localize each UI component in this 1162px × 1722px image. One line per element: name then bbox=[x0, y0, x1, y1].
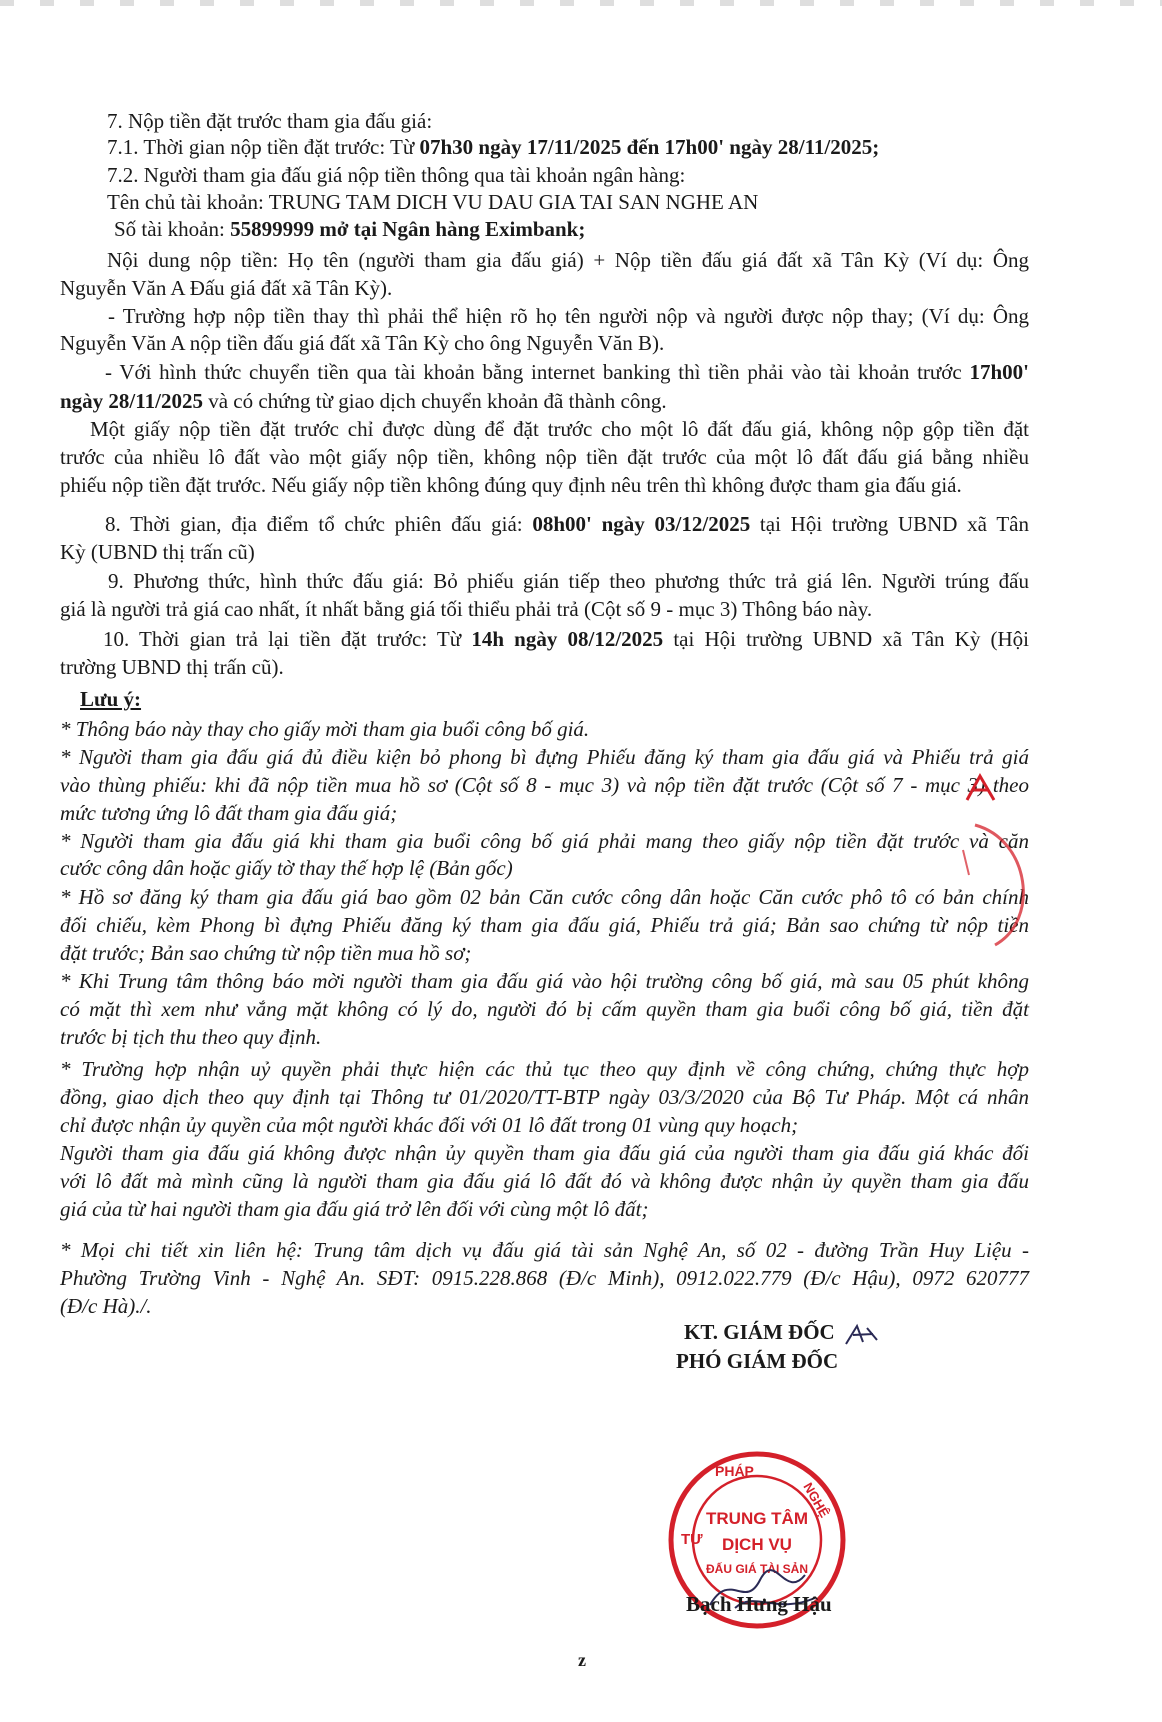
sec7-2: 7.2. Người tham gia đấu giá nộp tiền thông qua tài khoản ngân hàng: bbox=[107, 163, 686, 187]
note-5-line3: trước bị tịch thu theo quy định. bbox=[60, 1025, 322, 1049]
note-6-line2: đồng, giao dịch theo quy định tại Thông tư 01/2020/TT-BTP ngày 03/3/2020 của Bộ Tư Pháp. Một cá nhân bbox=[60, 1085, 1029, 1109]
note-4-line3: đặt trước; Bản sao chứng từ nộp tiền mua hồ sơ; bbox=[60, 941, 472, 965]
proxy-line2: Nguyễn Văn A nộp tiền đấu giá đất xã Tân Kỳ cho ông Nguyễn Văn B). bbox=[60, 331, 665, 355]
seal-text-3: ĐẤU GIÁ TÀI SẢN bbox=[706, 1562, 808, 1576]
sec8-line1: 8. Thời gian, địa điểm tổ chức phiên đấu giá: 08h00' ngày 03/12/2025 tại Hội trường UBND xã Tân bbox=[105, 512, 1030, 536]
sec9-line2: giá là người trả giá cao nhất, ít nhất bằng giá tối thiểu phải trả (Cột số 9 - mục 3) Thông báo này. bbox=[60, 597, 873, 621]
signatory-name: Bạch Hưng Hậu bbox=[686, 1592, 832, 1616]
partial-seal-mark bbox=[935, 820, 1045, 950]
payment-content-line2: Nguyễn Văn A Đấu giá đất xã Tân Kỳ). bbox=[60, 276, 393, 300]
signature-flourish bbox=[843, 1322, 883, 1348]
note-3-line1: * Người tham gia đấu giá khi tham gia buổi công bố giá phải mang theo giấy nộp tiền đặt trước và căn bbox=[60, 829, 1029, 853]
seal-text-2: DỊCH VỤ bbox=[722, 1535, 792, 1554]
note-7-line1: Người tham gia đấu giá không được nhận ủy quyền tham gia đấu giá của người tham gia đấu giá khác đối bbox=[60, 1141, 1029, 1165]
sec7-1: 7.1. Thời gian nộp tiền đặt trước: Từ 07h30 ngày 17/11/2025 đến 17h00' ngày 28/11/2025; bbox=[107, 135, 880, 159]
sec10-line1: 10. Thời gian trả lại tiền đặt trước: Từ 14h ngày 08/12/2025 tại Hội trường UBND xã Tân Kỳ (Hội bbox=[103, 627, 1029, 651]
seal-ring-left: TƯ bbox=[681, 1531, 703, 1548]
seal-text-1: TRUNG TÂM bbox=[706, 1509, 808, 1528]
one-slip-line3: phiếu nộp tiền đặt trước. Nếu giấy nộp tiền không đúng quy định nêu trên thì không được tham gia đấu giá. bbox=[60, 473, 962, 497]
note-7-line3: giá của từ hai người tham gia đấu giá trở lên đối với cùng một lô đất; bbox=[60, 1197, 649, 1221]
page-mark: z bbox=[578, 1650, 586, 1670]
red-ink-mark bbox=[962, 770, 1002, 810]
account-holder: Tên chủ tài khoản: TRUNG TAM DICH VU DAU GIA TAI SAN NGHE AN bbox=[107, 190, 759, 214]
note-4-line1: * Hồ sơ đăng ký tham gia đấu giá bao gồm 02 bản Căn cước công dân hoặc Căn cước phô tô có bản chính bbox=[60, 885, 1029, 909]
payment-content-line1: Nội dung nộp tiền: Họ tên (người tham gia đấu giá) + Nộp tiền đấu giá đất xã Tân Kỳ (Ví dụ: Ông bbox=[107, 248, 1029, 272]
note-8-line1: * Mọi chi tiết xin liên hệ: Trung tâm dịch vụ đấu giá tài sản Nghệ An, số 02 - đường Trần Huy Liệu - bbox=[60, 1238, 1029, 1262]
account-number: Số tài khoản: 55899999 mở tại Ngân hàng Eximbank; bbox=[114, 217, 586, 241]
sec9-line1: 9. Phương thức, hình thức đấu giá: Bỏ phiếu gián tiếp theo phương thức trả giá lên. Người trúng đấu bbox=[108, 569, 1029, 593]
seal-ring-right: NGHỆ bbox=[800, 1480, 833, 1521]
note-5-line2: có mặt thì xem như vắng mặt không có lý do, người đó bị cấm quyền tham gia buổi công bố giá, tiền đặt bbox=[60, 997, 1029, 1021]
bank-line2: ngày 28/11/2025 và có chứng từ giao dịch chuyển khoản đã thành công. bbox=[60, 389, 667, 413]
scan-edge bbox=[0, 0, 1162, 6]
note-2-line3: mức tương ứng lô đất tham gia đấu giá; bbox=[60, 801, 398, 825]
note-8-line3: (Đ/c Hà)./. bbox=[60, 1294, 152, 1318]
note-5-line1: * Khi Trung tâm thông báo mời người tham gia đấu giá vào hội trường công bố giá, mà sau 05 phút không bbox=[60, 969, 1029, 993]
note-6-line1: * Trường hợp nhận uỷ quyền phải thực hiện các thủ tục theo quy định về công chứng, chứng thực hợp bbox=[60, 1057, 1029, 1081]
note-8-line2: Phường Trường Vinh - Nghệ An. SĐT: 0915.228.868 (Đ/c Minh), 0912.022.779 (Đ/c Hậu), 0972 620777 bbox=[60, 1266, 1029, 1290]
one-slip-line2: trước của nhiều lô đất vào một giấy nộp tiền, không nộp tiền đặt trước của một lô đất đấu giá bằng nhiều bbox=[60, 445, 1029, 469]
note-6-line3: chỉ được nhận ủy quyền của một người khác đối với 01 lô đất trong 01 vùng quy hoạch; bbox=[60, 1113, 799, 1137]
sec7-title: 7. Nộp tiền đặt trước tham gia đấu giá: bbox=[107, 109, 433, 133]
note-2-line2: vào thùng phiếu: khi đã nộp tiền mua hồ sơ (Cột số 8 - mục 3) và nộp tiền đặt trước (Cột số 7 - mục 3) theo bbox=[60, 773, 1029, 797]
note-7-line2: với lô đất mà mình cũng là người tham gia đấu giá lô đất đó và không được nhận ủy quyền tham gia đấu bbox=[60, 1169, 1029, 1193]
sec8-line2: Kỳ (UBND thị trấn cũ) bbox=[60, 540, 255, 564]
note-1: * Thông báo này thay cho giấy mời tham gia buổi công bố giá. bbox=[60, 717, 590, 741]
notes-heading: Lưu ý: bbox=[80, 687, 142, 711]
note-3-line2: cước công dân hoặc giấy tờ thay thế hợp lệ (Bản gốc) bbox=[60, 856, 513, 880]
note-2-line1: * Người tham gia đấu giá đủ điều kiện bỏ phong bì đựng Phiếu đăng ký tham gia đấu giá và Phiếu trả giá bbox=[60, 745, 1029, 769]
seal-ring-top: PHÁP bbox=[715, 1463, 754, 1479]
signature-title-1: KT. GIÁM ĐỐC bbox=[684, 1320, 835, 1344]
sec10-line2: trường UBND thị trấn cũ). bbox=[60, 655, 284, 679]
signature-title-2: PHÓ GIÁM ĐỐC bbox=[676, 1349, 839, 1373]
bank-line1: - Với hình thức chuyển tiền qua tài khoản bằng internet banking thì tiền phải vào tài khoản trước 17h00' bbox=[105, 360, 1029, 384]
one-slip-line1: Một giấy nộp tiền đặt trước chỉ được dùng để đặt trước cho một lô đất đấu giá, không nộp gộp tiền đặt bbox=[90, 417, 1029, 441]
note-4-line2: đối chiếu, kèm Phong bì đựng Phiếu đăng ký tham gia đấu giá, Phiếu trả giá; Bản sao chứng từ nộp tiền bbox=[60, 913, 1029, 937]
proxy-line1: - Trường hợp nộp tiền thay thì phải thể hiện rõ họ tên người nộp và người được nộp thay; (Ví dụ: Ông bbox=[108, 304, 1029, 328]
